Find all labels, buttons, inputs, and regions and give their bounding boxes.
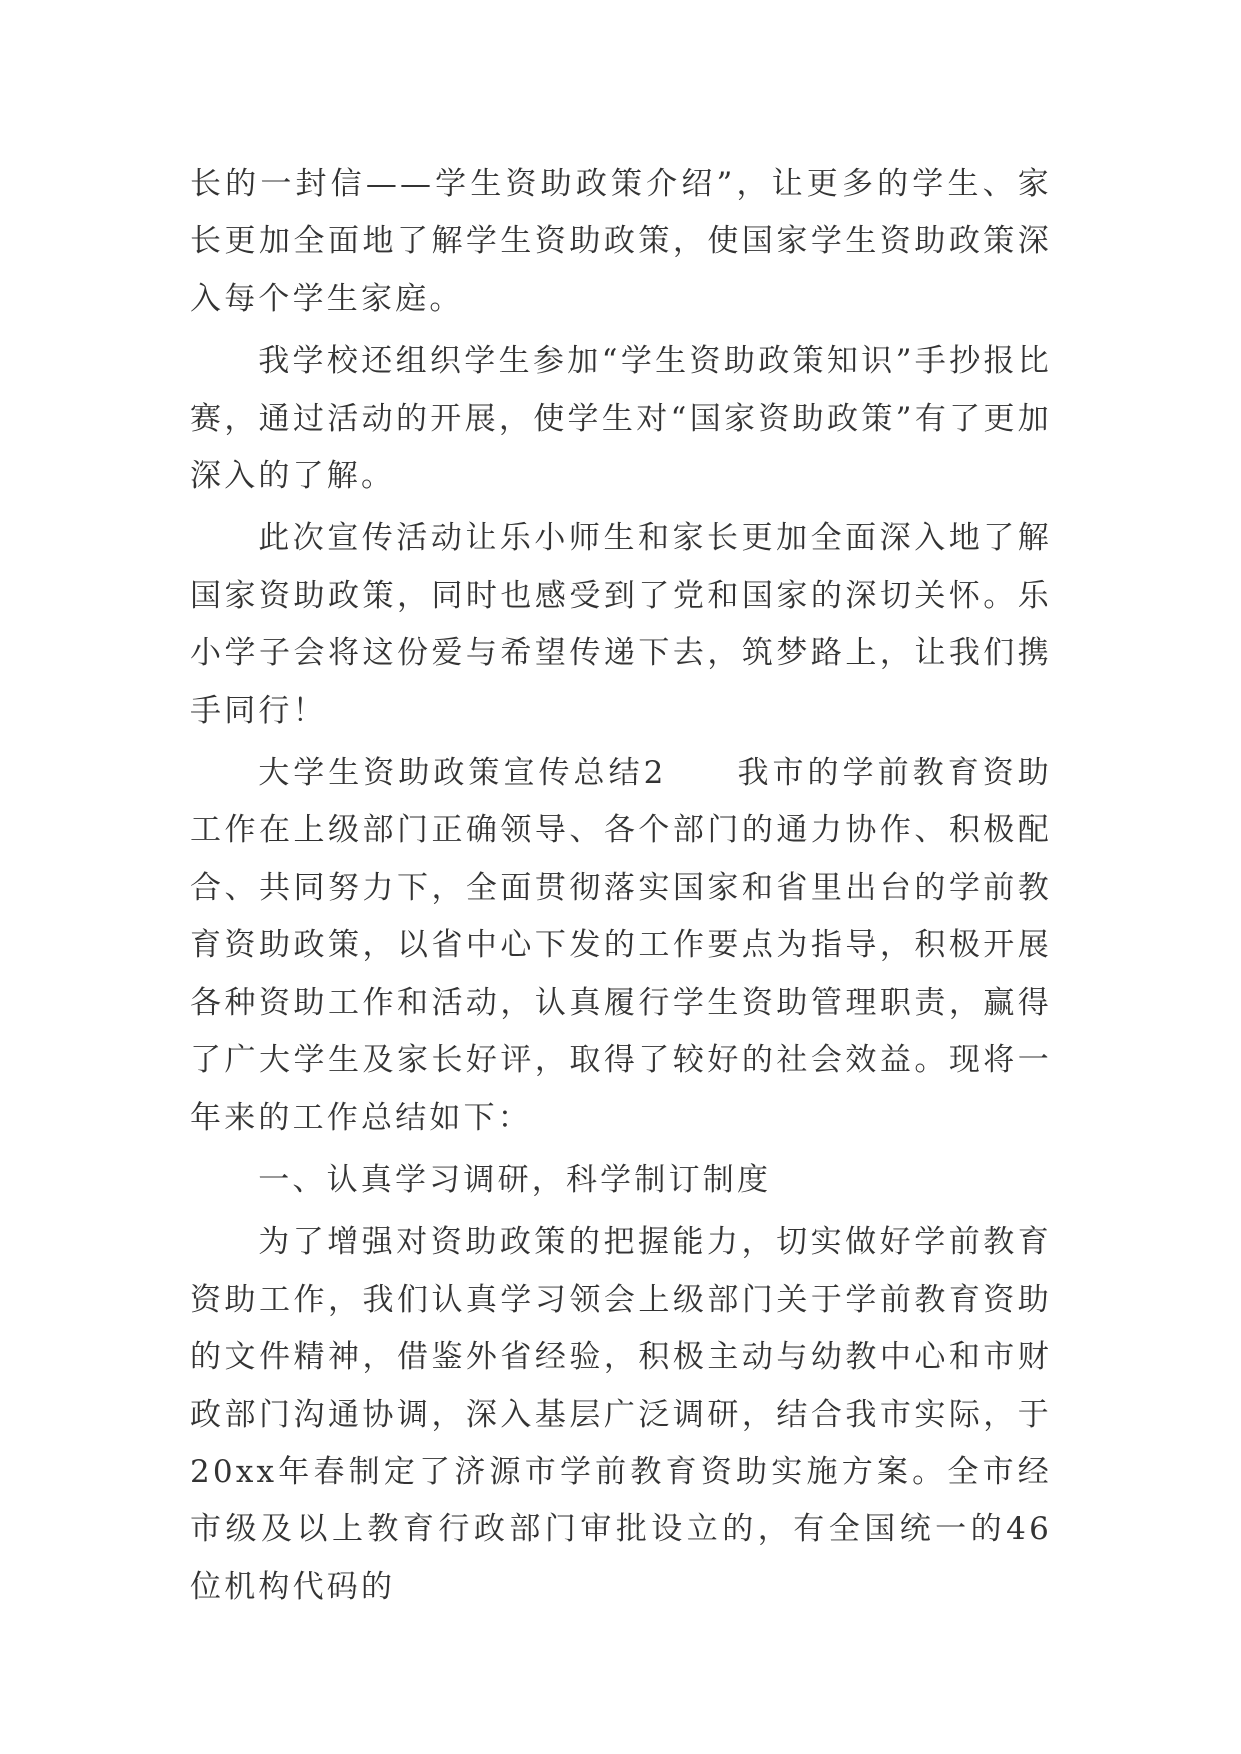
paragraph-summary-2-intro: 大学生资助政策宣传总结2 我市的学前教育资助工作在上级部门正确领导、各个部门的通力协作、积极配合、共同努力下，全面贯彻落实国家和省里出台的学前教育资助政策，以省中心下发的工作要点为指导，积极开展各种资助工作和活动，认真履行学生资助管理职责，赢得了广大学生及家长好评，取得了较好的社会效益。现将一年来的工作总结如下： [190, 755, 1052, 1136]
paragraph-letter-continuation: 长的一封信——学生资助政策介绍”，让更多的学生、家长更加全面地了解学生资助政策，使国家学生资助政策深入每个学生家庭。 [190, 166, 1052, 317]
paragraph-handcopy-contest: 我学校还组织学生参加“学生资助政策知识”手抄报比赛，通过活动的开展，使学生对“国家资助政策”有了更加深入的了解。 [190, 343, 1052, 495]
document-body [190, 156, 1052, 1621]
paragraph-policy-implementation: 为了增强对资助政策的把握能力，切实做好学前教育资助工作，我们认真学习领会上级部门关于学前教育资助的文件精神，借鉴外省经验，积极主动与幼教中心和市财政部门沟通协调，深入基层广泛调研，结合我市实际，于20xx年春制定了济源市学前教育资助实施方案。全市经市级及以上教育行政部门审批设立的，有全国统一的46位机构代码的 [190, 1224, 1052, 1605]
section-heading-study-research: 一、认真学习调研，科学制订制度 [258, 1161, 772, 1198]
paragraph-campaign-effect: 此次宣传活动让乐小师生和家长更加全面深入地了解国家资助政策，同时也感受到了党和国家的深切关怀。乐小学子会将这份爱与希望传递下去，筑梦路上，让我们携手同行！ [190, 520, 1052, 729]
